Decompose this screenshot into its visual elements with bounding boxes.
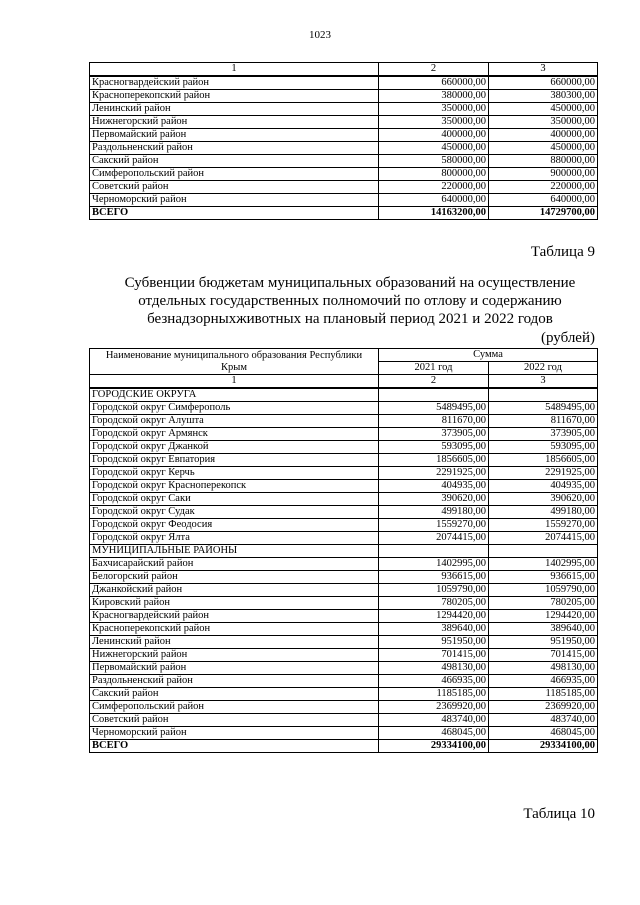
row-value-cell: 483740,00 <box>379 714 489 727</box>
row-value-cell: 701415,00 <box>379 649 489 662</box>
row-value-cell: 220000,00 <box>379 181 489 194</box>
row-value-cell: 380000,00 <box>379 90 489 103</box>
row-value-cell: 811670,00 <box>379 415 489 428</box>
row-name-cell: Симферопольский район <box>90 701 379 714</box>
units-label: (рублей) <box>540 330 595 346</box>
row-value-cell: 936615,00 <box>489 571 598 584</box>
row-value-cell: 2369920,00 <box>379 701 489 714</box>
row-value-cell: 400000,00 <box>379 129 489 142</box>
row-value-cell: 389640,00 <box>489 623 598 636</box>
table-row <box>90 584 598 597</box>
header-sum-cell: Сумма <box>379 349 598 362</box>
row-name-cell: Советский район <box>90 714 379 727</box>
table-row <box>90 480 598 493</box>
col-number-3: 3 <box>489 63 598 77</box>
empty-cell <box>489 545 598 558</box>
row-name-cell: Городской округ Ялта <box>90 532 379 545</box>
row-name-cell: Раздольненский район <box>90 142 379 155</box>
row-value-cell: 373905,00 <box>489 428 598 441</box>
row-name-cell: Городской округ Джанкой <box>90 441 379 454</box>
row-value-cell: 2369920,00 <box>489 701 598 714</box>
row-value-cell: 5489495,00 <box>489 402 598 415</box>
total-row <box>90 207 598 220</box>
row-name-cell: Нижнегорский район <box>90 649 379 662</box>
table-row <box>90 129 598 142</box>
row-value-cell: 483740,00 <box>489 714 598 727</box>
row-value-cell: 580000,00 <box>379 155 489 168</box>
title-line: безнадзорныхживотных на плановый период 2021 и 2022 годов <box>147 311 553 327</box>
row-value-cell: 951950,00 <box>379 636 489 649</box>
row-value-cell: 29334100,00 <box>489 740 598 753</box>
table-row <box>90 428 598 441</box>
row-value-cell: 2074415,00 <box>379 532 489 545</box>
row-value-cell: 373905,00 <box>379 428 489 441</box>
table-header-row <box>90 63 598 77</box>
row-value-cell: 5489495,00 <box>379 402 489 415</box>
row-name-cell: Джанкойский район <box>90 584 379 597</box>
row-value-cell: 780205,00 <box>379 597 489 610</box>
row-value-cell: 380300,00 <box>489 90 598 103</box>
empty-cell <box>379 545 489 558</box>
row-value-cell: 389640,00 <box>379 623 489 636</box>
table-row <box>90 493 598 506</box>
row-name-cell: Ленинский район <box>90 636 379 649</box>
table-row <box>90 90 598 103</box>
row-value-cell: 1059790,00 <box>379 584 489 597</box>
table-row <box>90 441 598 454</box>
header-name-cell: Наименование муниципального образования Республики Крым <box>90 349 379 375</box>
row-value-cell: 14729700,00 <box>489 207 598 220</box>
table-row <box>90 558 598 571</box>
row-name-cell: Раздольненский район <box>90 675 379 688</box>
table-row <box>90 597 598 610</box>
row-value-cell: 29334100,00 <box>379 740 489 753</box>
table-9-label: Таблица 9 <box>530 244 595 260</box>
table-row <box>90 194 598 207</box>
row-value-cell: 466935,00 <box>489 675 598 688</box>
row-value-cell: 220000,00 <box>489 181 598 194</box>
table-row <box>90 168 598 181</box>
row-value-cell: 1185185,00 <box>489 688 598 701</box>
table-row <box>90 610 598 623</box>
table-row <box>90 116 598 129</box>
table-row <box>90 623 598 636</box>
column-number-row <box>90 375 598 389</box>
row-value-cell: 404935,00 <box>379 480 489 493</box>
row-name-cell: Черноморский район <box>90 727 379 740</box>
row-name-cell: Красноперекопский район <box>90 90 379 103</box>
row-value-cell: 640000,00 <box>489 194 598 207</box>
section-heading: МУНИЦИПАЛЬНЫЕ РАЙОНЫ <box>90 545 379 558</box>
table-row <box>90 675 598 688</box>
row-value-cell: 468045,00 <box>489 727 598 740</box>
table-9 <box>89 348 598 753</box>
row-value-cell: 350000,00 <box>379 103 489 116</box>
table-row <box>90 506 598 519</box>
row-value-cell: 1059790,00 <box>489 584 598 597</box>
row-value-cell: 900000,00 <box>489 168 598 181</box>
row-value-cell: 951950,00 <box>489 636 598 649</box>
row-name-cell: Советский район <box>90 181 379 194</box>
col-number-2: 2 <box>379 375 489 389</box>
table-row <box>90 571 598 584</box>
row-name-cell: Бахчисарайский район <box>90 558 379 571</box>
row-name-cell: Городской округ Судак <box>90 506 379 519</box>
row-value-cell: 780205,00 <box>489 597 598 610</box>
row-value-cell: 390620,00 <box>489 493 598 506</box>
row-name-cell: Городской округ Симферополь <box>90 402 379 415</box>
row-value-cell: 2291925,00 <box>489 467 598 480</box>
row-value-cell: 593095,00 <box>489 441 598 454</box>
empty-cell <box>489 388 598 402</box>
title-line: Субвенции бюджетам муниципальных образований на осуществление <box>124 275 576 291</box>
row-value-cell: 640000,00 <box>379 194 489 207</box>
empty-cell <box>379 388 489 402</box>
row-value-cell: 499180,00 <box>489 506 598 519</box>
row-value-cell: 660000,00 <box>489 76 598 90</box>
row-name-cell: Нижнегорский район <box>90 116 379 129</box>
row-name-cell: Городской округ Саки <box>90 493 379 506</box>
row-value-cell: 593095,00 <box>379 441 489 454</box>
row-name-cell: Красногвардейский район <box>90 610 379 623</box>
row-name-cell: Кировский район <box>90 597 379 610</box>
title-line: отдельных государственных полномочий по отлову и содержанию <box>138 293 562 309</box>
table-row <box>90 415 598 428</box>
table-row <box>90 402 598 415</box>
row-value-cell: 1294420,00 <box>489 610 598 623</box>
row-name-cell: Городской округ Феодосия <box>90 519 379 532</box>
row-value-cell: 701415,00 <box>489 649 598 662</box>
table-row <box>90 454 598 467</box>
row-value-cell: 14163200,00 <box>379 207 489 220</box>
row-value-cell: 2291925,00 <box>379 467 489 480</box>
row-name-cell: ВСЕГО <box>90 740 379 753</box>
table-row <box>90 181 598 194</box>
row-value-cell: 880000,00 <box>489 155 598 168</box>
header-year-2021: 2021 год <box>379 362 489 375</box>
row-name-cell: Симферопольский район <box>90 168 379 181</box>
table-row <box>90 714 598 727</box>
row-value-cell: 1856605,00 <box>489 454 598 467</box>
row-value-cell: 390620,00 <box>379 493 489 506</box>
row-value-cell: 1559270,00 <box>489 519 598 532</box>
row-name-cell: Городской округ Армянск <box>90 428 379 441</box>
row-name-cell: Красногвардейский район <box>90 76 379 90</box>
table-row <box>90 532 598 545</box>
row-name-cell: Городской округ Красноперекопск <box>90 480 379 493</box>
row-name-cell: Черноморский район <box>90 194 379 207</box>
col-number-1: 1 <box>90 375 379 389</box>
row-value-cell: 800000,00 <box>379 168 489 181</box>
row-value-cell: 1402995,00 <box>379 558 489 571</box>
row-value-cell: 660000,00 <box>379 76 489 90</box>
table-row <box>90 142 598 155</box>
row-value-cell: 450000,00 <box>489 103 598 116</box>
row-name-cell: Белогорский район <box>90 571 379 584</box>
row-value-cell: 468045,00 <box>379 727 489 740</box>
table-8 <box>89 62 598 220</box>
row-name-cell: Городской округ Керчь <box>90 467 379 480</box>
row-value-cell: 498130,00 <box>379 662 489 675</box>
table-row <box>90 727 598 740</box>
row-value-cell: 2074415,00 <box>489 532 598 545</box>
table-row <box>90 467 598 480</box>
col-number-2: 2 <box>379 63 489 77</box>
row-name-cell: Первомайский район <box>90 129 379 142</box>
table-row <box>90 688 598 701</box>
table-row <box>90 662 598 675</box>
row-value-cell: 350000,00 <box>489 116 598 129</box>
row-value-cell: 450000,00 <box>489 142 598 155</box>
section-row <box>90 545 598 558</box>
row-name-cell: ВСЕГО <box>90 207 379 220</box>
row-value-cell: 936615,00 <box>379 571 489 584</box>
row-name-cell: Первомайский район <box>90 662 379 675</box>
row-value-cell: 499180,00 <box>379 506 489 519</box>
row-name-cell: Городской округ Евпатория <box>90 454 379 467</box>
row-name-cell: Ленинский район <box>90 103 379 116</box>
row-name-cell: Сакский район <box>90 155 379 168</box>
row-value-cell: 450000,00 <box>379 142 489 155</box>
row-name-cell: Красноперекопский район <box>90 623 379 636</box>
table-row <box>90 76 598 90</box>
table-row <box>90 103 598 116</box>
row-value-cell: 466935,00 <box>379 675 489 688</box>
table-9-title <box>60 274 640 328</box>
table-row <box>90 649 598 662</box>
table-10-label: Таблица 10 <box>523 806 595 822</box>
row-value-cell: 498130,00 <box>489 662 598 675</box>
row-value-cell: 350000,00 <box>379 116 489 129</box>
section-heading: ГОРОДСКИЕ ОКРУГА <box>90 388 379 402</box>
row-value-cell: 1559270,00 <box>379 519 489 532</box>
page-number: 1023 <box>309 29 331 41</box>
row-value-cell: 404935,00 <box>489 480 598 493</box>
row-value-cell: 1294420,00 <box>379 610 489 623</box>
table-header-row <box>90 349 598 362</box>
row-name-cell: Городской округ Алушта <box>90 415 379 428</box>
col-number-1: 1 <box>90 63 379 77</box>
header-year-2022: 2022 год <box>489 362 598 375</box>
row-value-cell: 400000,00 <box>489 129 598 142</box>
table-row <box>90 701 598 714</box>
row-value-cell: 1856605,00 <box>379 454 489 467</box>
table-row <box>90 155 598 168</box>
row-value-cell: 1402995,00 <box>489 558 598 571</box>
total-row <box>90 740 598 753</box>
row-value-cell: 1185185,00 <box>379 688 489 701</box>
table-row <box>90 519 598 532</box>
col-number-3: 3 <box>489 375 598 389</box>
section-row <box>90 388 598 402</box>
row-value-cell: 811670,00 <box>489 415 598 428</box>
table-row <box>90 636 598 649</box>
row-name-cell: Сакский район <box>90 688 379 701</box>
